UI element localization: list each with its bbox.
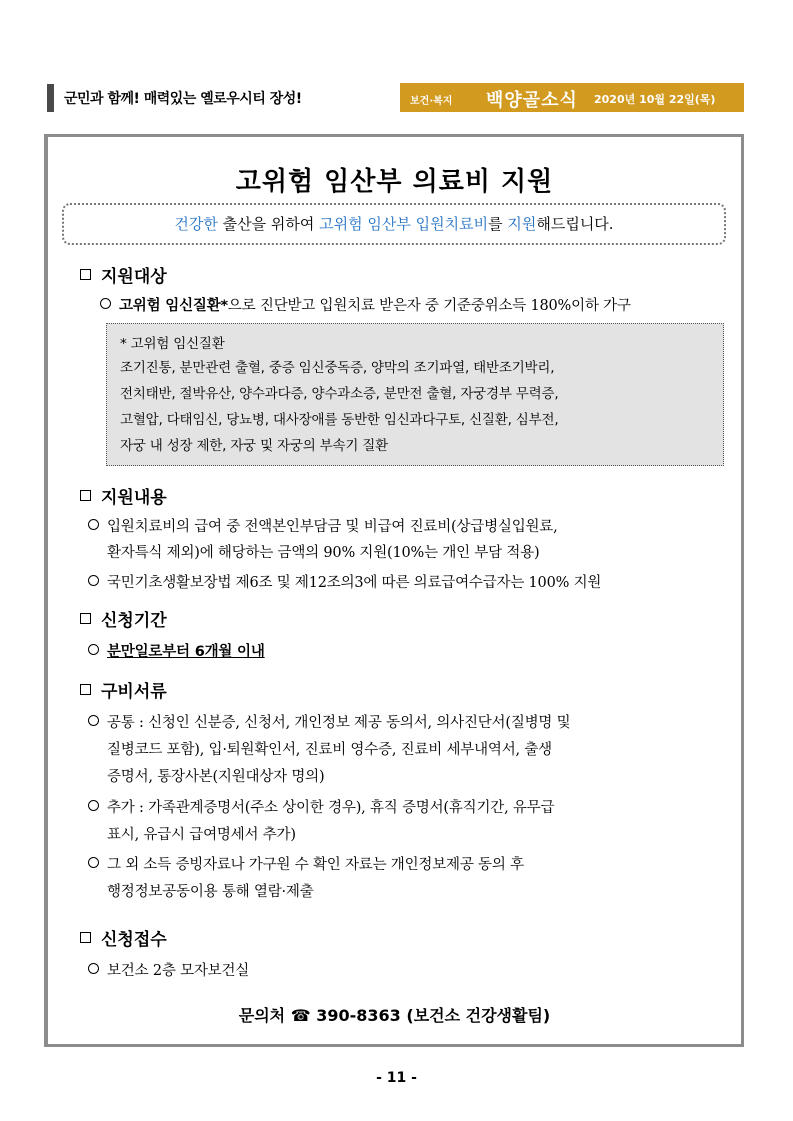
checkbox-square-icon — [80, 490, 91, 501]
header-slogan: 군민과 함께! 매력있는 옐로우시티 장성! — [64, 91, 302, 107]
circle-bullet-icon — [88, 800, 99, 811]
checkbox-square-icon — [80, 932, 91, 943]
section-heading-eligibility: 지원대상 — [80, 262, 167, 287]
header-category: 보건·복지 — [410, 96, 453, 107]
intro-text-3: 해드립니다. — [536, 215, 614, 233]
checkbox-square-icon — [80, 684, 91, 695]
intro-highlight-1: 건강한 — [174, 215, 218, 233]
header-date: 2020년 10월 22일(목) — [594, 93, 716, 106]
documents-item-2: 추가 : 가족관계증명서(주소 상이한 경우), 휴직 증명서(휴직기간, 유무급 — [88, 796, 554, 817]
circle-bullet-icon — [88, 644, 99, 655]
contact-line — [48, 1003, 741, 1026]
note-title: * 고위험 임신질환 — [120, 336, 225, 352]
page-title: 고위험 임산부 의료비 지원 — [235, 167, 554, 197]
circle-bullet-icon — [88, 519, 99, 530]
note-line: 조기진통, 분만관련 출혈, 중증 임신중독증, 양막의 조기파열, 태반조기박리, — [120, 360, 555, 376]
eligibility-text: 으로 진단받고 입원치료 받은자 중 기준중위소득 180%이하 가구 — [227, 298, 631, 314]
checkbox-square-icon — [80, 269, 91, 280]
intro-box — [62, 203, 726, 245]
note-line: 전치태반, 절박유산, 양수과다증, 양수과소증, 분만전 출혈, 자궁경부 무력증, — [120, 386, 559, 402]
eligibility-bold-term: 고위험 임신질환* — [119, 298, 228, 314]
contact-label: 문의처 — [238, 1006, 286, 1025]
intro-highlight-3: 지원 — [507, 215, 537, 233]
phone-icon: ☎ — [290, 1006, 311, 1025]
circle-bullet-icon — [88, 575, 99, 586]
intro-text-1: 출산을 위하여 — [217, 215, 320, 233]
documents-item-1-cont: 질병코드 포함), 입·퇴원확인서, 진료비 영수증, 진료비 세부내역서, 출생 — [107, 742, 552, 758]
header-newsletter-banner — [400, 83, 744, 112]
intro-highlight-2: 고위험 임산부 입원치료비 — [319, 215, 489, 233]
section-heading-period: 신청기간 — [80, 606, 167, 631]
intro-text-2: 를 — [488, 215, 508, 233]
documents-item-1: 공통 : 신청인 신분증, 신청서, 개인정보 제공 동의서, 의사진단서(질병명 및 — [88, 711, 570, 732]
checkbox-square-icon — [80, 613, 91, 624]
note-line: 자궁 내 성장 제한, 자궁 및 자궁의 부속기 질환 — [120, 438, 388, 454]
header-newsletter-name: 백양골소식 — [486, 90, 578, 111]
documents-item-3: 그 외 소득 증빙자료나 가구원 수 확인 자료는 개인정보제공 동의 후 — [88, 853, 524, 874]
support-item-2: 국민기초생활보장법 제6조 및 제12조의3에 따른 의료급여수급자는 100% 지원 — [88, 571, 601, 592]
support-item-1: 입원치료비의 급여 중 전액본인부담금 및 비급여 진료비(상급병실입원료, — [88, 515, 558, 536]
content-frame — [44, 134, 744, 1047]
section-heading-application: 신청접수 — [80, 925, 167, 950]
page-number: - 11 - — [376, 1070, 417, 1086]
support-item-1-cont: 환자특식 제외)에 해당하는 금액의 90% 지원(10%는 개인 부담 적용) — [107, 545, 540, 561]
note-line: 고혈압, 다태임신, 당뇨병, 대사장애를 동반한 임신과다구토, 신질환, 심부전, — [120, 412, 559, 428]
documents-item-1-cont: 증명서, 통장사본(지원대상자 명의) — [107, 769, 325, 785]
circle-bullet-icon — [88, 963, 99, 974]
period-item: 분만일로부터 6개월 이내 — [88, 640, 265, 661]
header-accent-bar — [47, 84, 54, 112]
section-heading-documents: 구비서류 — [80, 677, 167, 702]
circle-bullet-icon — [88, 857, 99, 868]
eligibility-item — [100, 294, 631, 315]
contact-text: 390-8363 (보건소 건강생활팀) — [316, 1006, 551, 1025]
documents-item-2-cont: 표시, 유급시 급여명세서 추가) — [107, 827, 296, 843]
disease-note-box — [106, 323, 724, 466]
application-item: 보건소 2층 모자보건실 — [88, 959, 249, 980]
documents-item-3-cont: 행정정보공동이용 통해 열람·제출 — [107, 884, 314, 900]
circle-bullet-icon — [88, 715, 99, 726]
section-heading-support: 지원내용 — [80, 483, 167, 508]
circle-bullet-icon — [100, 298, 111, 309]
